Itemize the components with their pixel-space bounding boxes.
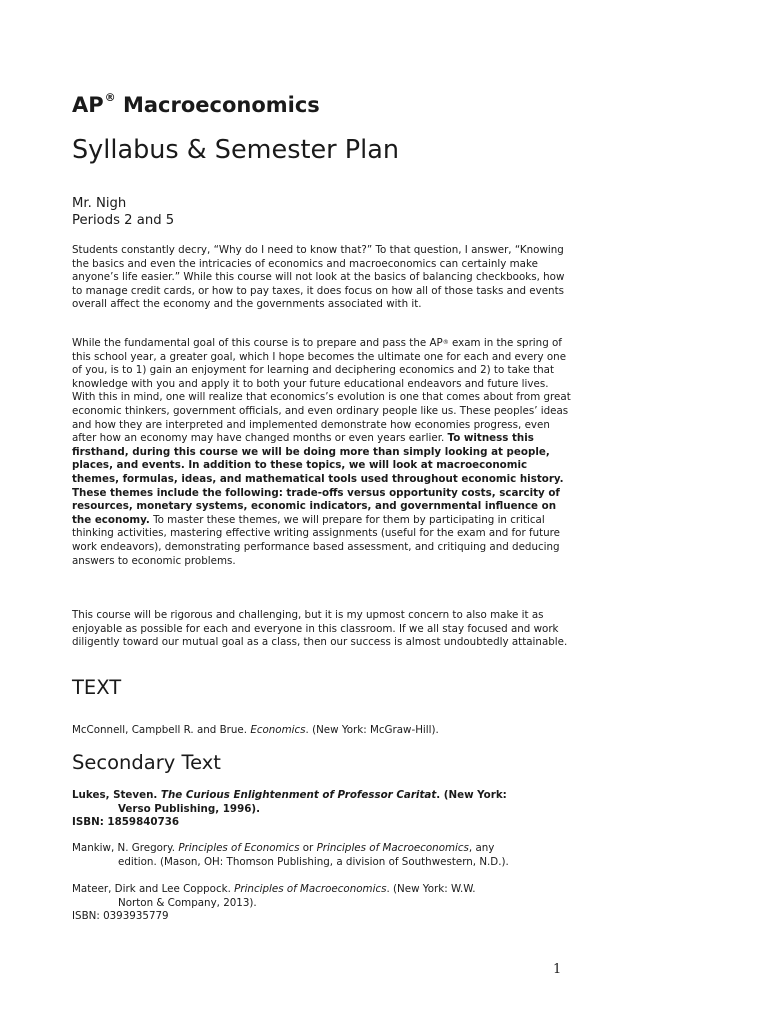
ref-author: Mankiw, N. Gregory. [72, 842, 179, 854]
ref-publisher: . (New York: McGraw-Hill). [305, 724, 439, 736]
page-subtitle: Syllabus & Semester Plan [72, 135, 400, 165]
intro-paragraph-3: This course will be rigorous and challenging, but it is my upmost concern to also make it as enjoyable as possible for each and everyone in this classroom. If we all stay focused and work diligently toward our mutual goal as a class, then our success is almost undoubtedly attainable. [72, 609, 568, 649]
p2-part-c: To master these themes, we will prepare for them by participating in critical thinking activities, mastering effective writing assignments (useful for the exam and for future work endeavors), demonstrating performance based assessment, and critiquing and deducing answers to economic problems. [72, 513, 561, 567]
ref-book-title: Economics [250, 724, 306, 736]
ref-continuation: Verso Publishing, 1996). [118, 802, 261, 815]
ref-author: McConnell, Campbell R. and Brue. [72, 724, 251, 736]
ref-isbn: ISBN: 1859840736 [72, 816, 180, 829]
teacher-name: Mr. Nigh [72, 196, 127, 211]
secondary-reference-lukes [72, 789, 572, 830]
p2-bold-themes: To witness this firsthand, during this course we will be doing more than simply looking at people, places, and events. In addition to these topics, we will look at macroeconomic themes, formulas, ideas, and mathematical tools used throughout economic history. These themes include the following: trade-offs versus opportunity costs, scarcity of resources, monetary systems, economic indicators, and governmental influence on the economy. [72, 432, 564, 526]
page-title [72, 93, 320, 117]
title-rest: Macroeconomics [115, 93, 320, 117]
ref-or: or [299, 842, 317, 854]
p2-part-a: While the fundamental goal of this course is to prepare and pass the AP [72, 337, 443, 349]
teacher-info [72, 195, 174, 229]
secondary-text-heading: Secondary Text [72, 751, 221, 774]
text-heading: TEXT [72, 676, 122, 699]
page-number: 1 [553, 962, 562, 977]
ref-continuation: edition. (Mason, OH: Thomson Publishing, a division of Southwestern, N.D.). [118, 855, 509, 868]
secondary-reference-mankiw [72, 842, 572, 869]
registered-mark: ® [104, 91, 116, 104]
intro-paragraph-1: Students constantly decry, “Why do I need to know that?” To that question, I answer, “Knowing the basics and even the intricacies of economics and macroeconomics can certainly make anyone’s life easier.” While this course will not look at the basics of balancing checkbooks, how to manage credit cards, or how to pay taxes, it does focus on how all of those tasks and events overall affect the economy and the governments associated with it. [72, 244, 565, 311]
ref-edition-start: , any [468, 842, 495, 854]
title-text: AP [72, 93, 104, 117]
p2-part-b: exam in the spring of this school year, a greater goal, which I hope becomes the ultimate one for each and every one of you, is to 1) gain an enjoyment for learning and deciphering economics and 2) to take that knowledge with you and apply it to both your future educational endeavors and future lives. With this in mind, one will realize that economics’s evolution is one that comes about from great economic thinkers, government officials, and even ordinary people like us. These peoples’ ideas and how they are interpreted and implemented demonstrate how economies progress, even after how an economy may have changed months or even years earlier. [72, 337, 571, 445]
ref-book-title-alt: Principles of Macroeconomics [316, 842, 469, 854]
class-periods: Periods 2 and 5 [72, 213, 175, 228]
ref-publisher-start: . (New York: W.W. [386, 883, 476, 895]
ref-book-title: The Curious Enlightenment of Professor Caritat [160, 789, 437, 801]
primary-text-reference [72, 724, 572, 738]
ref-isbn: ISBN: 0393935779 [72, 910, 169, 923]
ref-book-title: Principles of Macroeconomics [234, 883, 387, 895]
registered-mark-small: ® [442, 339, 449, 346]
ref-publisher-start: . (New York: [436, 789, 507, 801]
ref-continuation: Norton & Company, 2013). [118, 896, 257, 909]
ref-book-title: Principles of Economics [178, 842, 300, 854]
ref-author: Lukes, Steven. [72, 789, 161, 801]
ref-author: Mateer, Dirk and Lee Coppock. [72, 883, 235, 895]
secondary-reference-mateer [72, 883, 572, 924]
intro-paragraph-2 [72, 337, 572, 568]
